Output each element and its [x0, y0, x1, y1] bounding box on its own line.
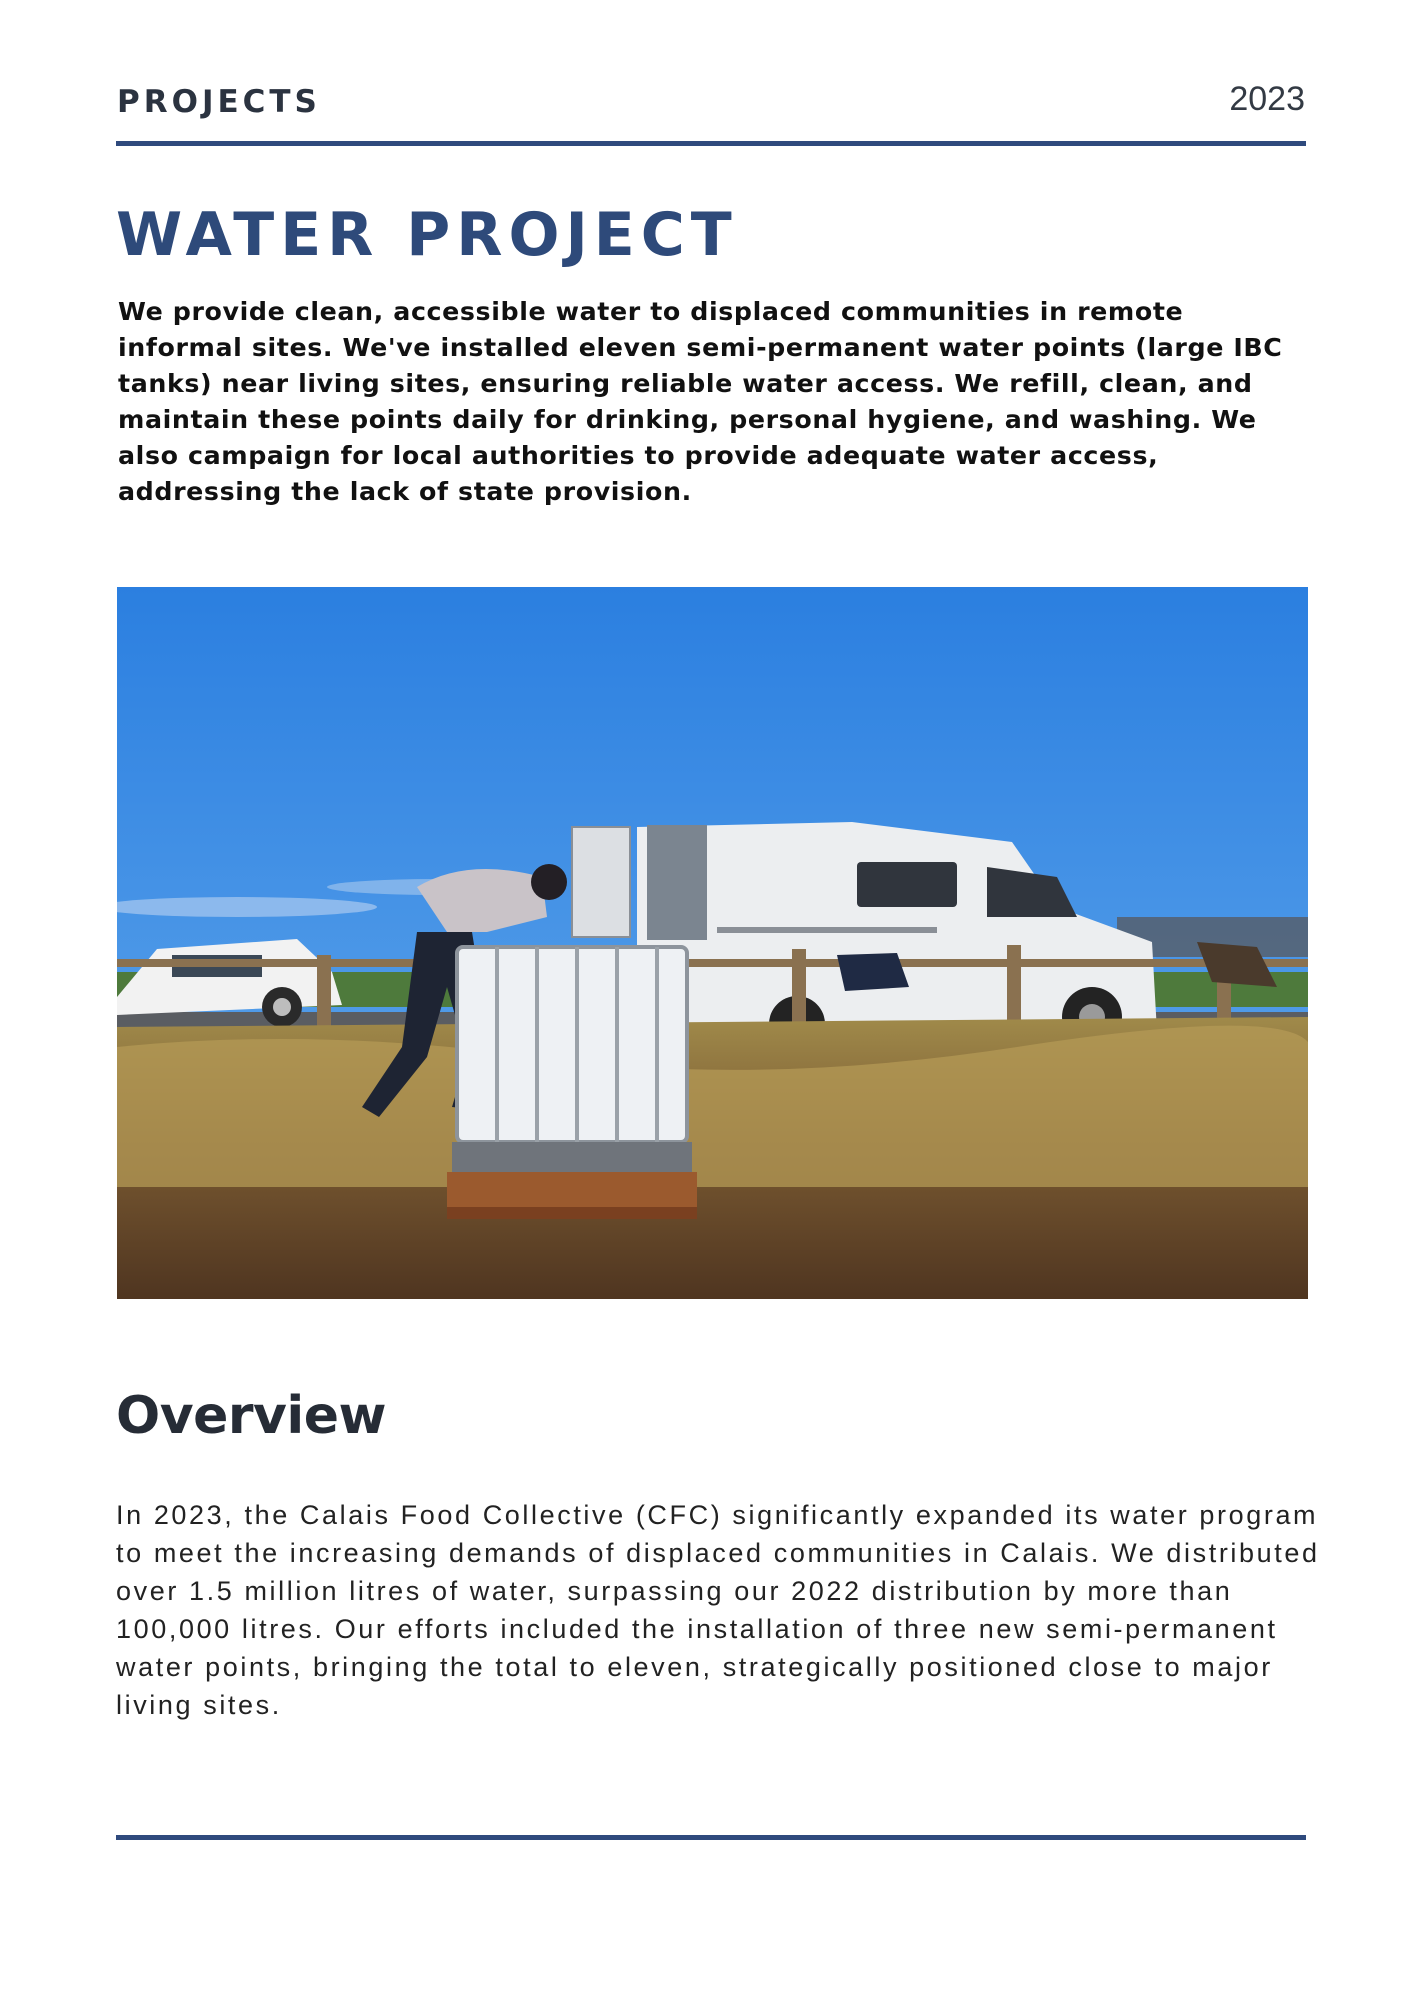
- bottom-divider: [116, 1835, 1306, 1840]
- page-title: WATER PROJECT: [116, 200, 738, 270]
- year-label: 2023: [1229, 80, 1305, 118]
- overview-paragraph: In 2023, the Calais Food Collective (CFC) significantly expanded its water program to meet the increasing demands of displaced communities in Calais. We distributed over 1.5 million litres of water, surpassing our 2022 distribution by more than 100,000 litres. Our efforts included the installation of three new semi-permanent water points, bringing the total to eleven, strategically positioned close to major living sites.: [116, 1500, 1320, 1720]
- top-divider: [116, 141, 1306, 146]
- section-label: PROJECTS: [117, 84, 321, 120]
- intro-paragraph: We provide clean, accessible water to displaced communities in remote informal sites. We've installed eleven semi-permanent water points (large IBC tanks) near living sites, ensuring reliable water access. We refill, clean, and maintain these points daily for drinking, personal hygiene, and washing. We also campaign for local authorities to provide adequate water access, addressing the lack of state provision.: [118, 297, 1283, 506]
- water-point-photo: [117, 587, 1308, 1299]
- overview-heading: Overview: [116, 1386, 387, 1446]
